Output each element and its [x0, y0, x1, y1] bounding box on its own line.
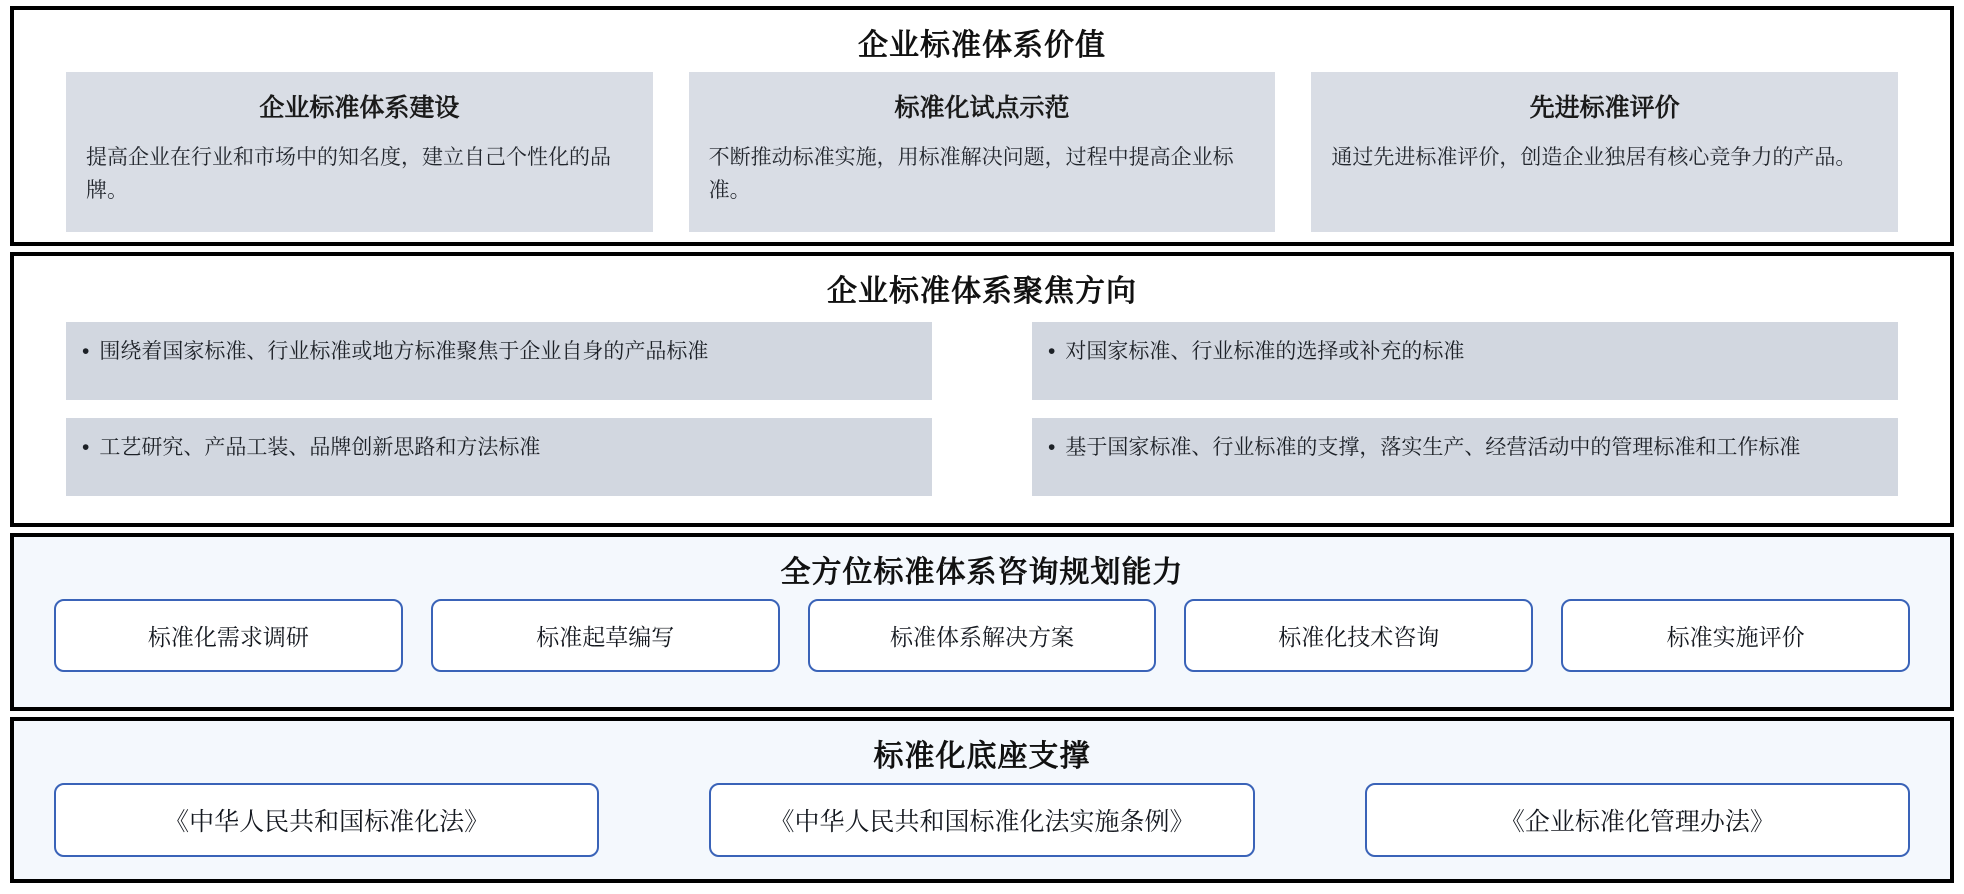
band-consulting-capability	[10, 533, 1954, 711]
value-card-body: 提高企业在行业和市场中的知名度，建立自己个性化的品牌。	[86, 146, 611, 202]
band-title-foundation: 标准化底座支撑	[873, 740, 1091, 773]
focus-bullet-item	[1032, 418, 1898, 496]
focus-column-left	[66, 322, 932, 496]
focus-bullet-text: 工艺研究、产品工装、品牌创新思路和方法标准	[99, 436, 541, 459]
capability-pill[interactable]: 标准化技术咨询	[1184, 599, 1533, 672]
capability-pill-row	[14, 599, 1950, 672]
value-card	[689, 72, 1276, 232]
capability-pill[interactable]: 标准实施评价	[1561, 599, 1910, 672]
value-card-row	[14, 72, 1950, 232]
band-title-focus: 企业标准体系聚焦方向	[827, 275, 1137, 308]
capability-pill[interactable]: 标准起草编写	[431, 599, 780, 672]
focus-bullet-text: 对国家标准、行业标准的选择或补充的标准	[1065, 340, 1465, 363]
capability-pill[interactable]: 标准体系解决方案	[808, 599, 1157, 672]
focus-bullet-item	[66, 322, 932, 400]
focus-column-right	[1032, 322, 1898, 496]
focus-bullet-item	[66, 418, 932, 496]
bullet-dot-icon: •	[82, 340, 90, 363]
focus-bullet-item	[1032, 322, 1898, 400]
bullet-dot-icon: •	[1048, 340, 1056, 363]
band-title-capability: 全方位标准体系咨询规划能力	[780, 556, 1184, 589]
foundation-law-item[interactable]: 《中华人民共和国标准化法》	[54, 783, 599, 857]
capability-pill[interactable]: 标准化需求调研	[54, 599, 403, 672]
foundation-law-item[interactable]: 《中华人民共和国标准化法实施条例》	[709, 783, 1254, 857]
value-card-body: 通过先进标准评价，创造企业独居有核心竞争力的产品。	[1331, 146, 1857, 169]
value-card-title: 企业标准体系建设	[259, 94, 460, 122]
bullet-dot-icon: •	[1048, 436, 1056, 459]
band-enterprise-standard-value	[10, 6, 1954, 246]
value-card-title: 先进标准评价	[1529, 94, 1680, 122]
band-foundation-support	[10, 717, 1954, 883]
band-focus-direction	[10, 252, 1954, 527]
focus-bullet-text: 围绕着国家标准、行业标准或地方标准聚焦于企业自身的产品标准	[99, 340, 709, 363]
focus-bullet-text: 基于国家标准、行业标准的支撑，落实生产、经营活动中的管理标准和工作标准	[1065, 436, 1801, 459]
value-card-body: 不断推动标准实施，用标准解决问题，过程中提高企业标准。	[708, 146, 1234, 202]
bullet-dot-icon: •	[82, 436, 90, 459]
foundation-law-row	[14, 783, 1950, 857]
foundation-law-item[interactable]: 《企业标准化管理办法》	[1365, 783, 1910, 857]
focus-bullet-grid	[14, 318, 1950, 496]
band-title-value: 企业标准体系价值	[858, 29, 1106, 62]
value-card	[66, 72, 653, 232]
value-card	[1311, 72, 1898, 232]
value-card-title: 标准化试点示范	[894, 94, 1070, 122]
